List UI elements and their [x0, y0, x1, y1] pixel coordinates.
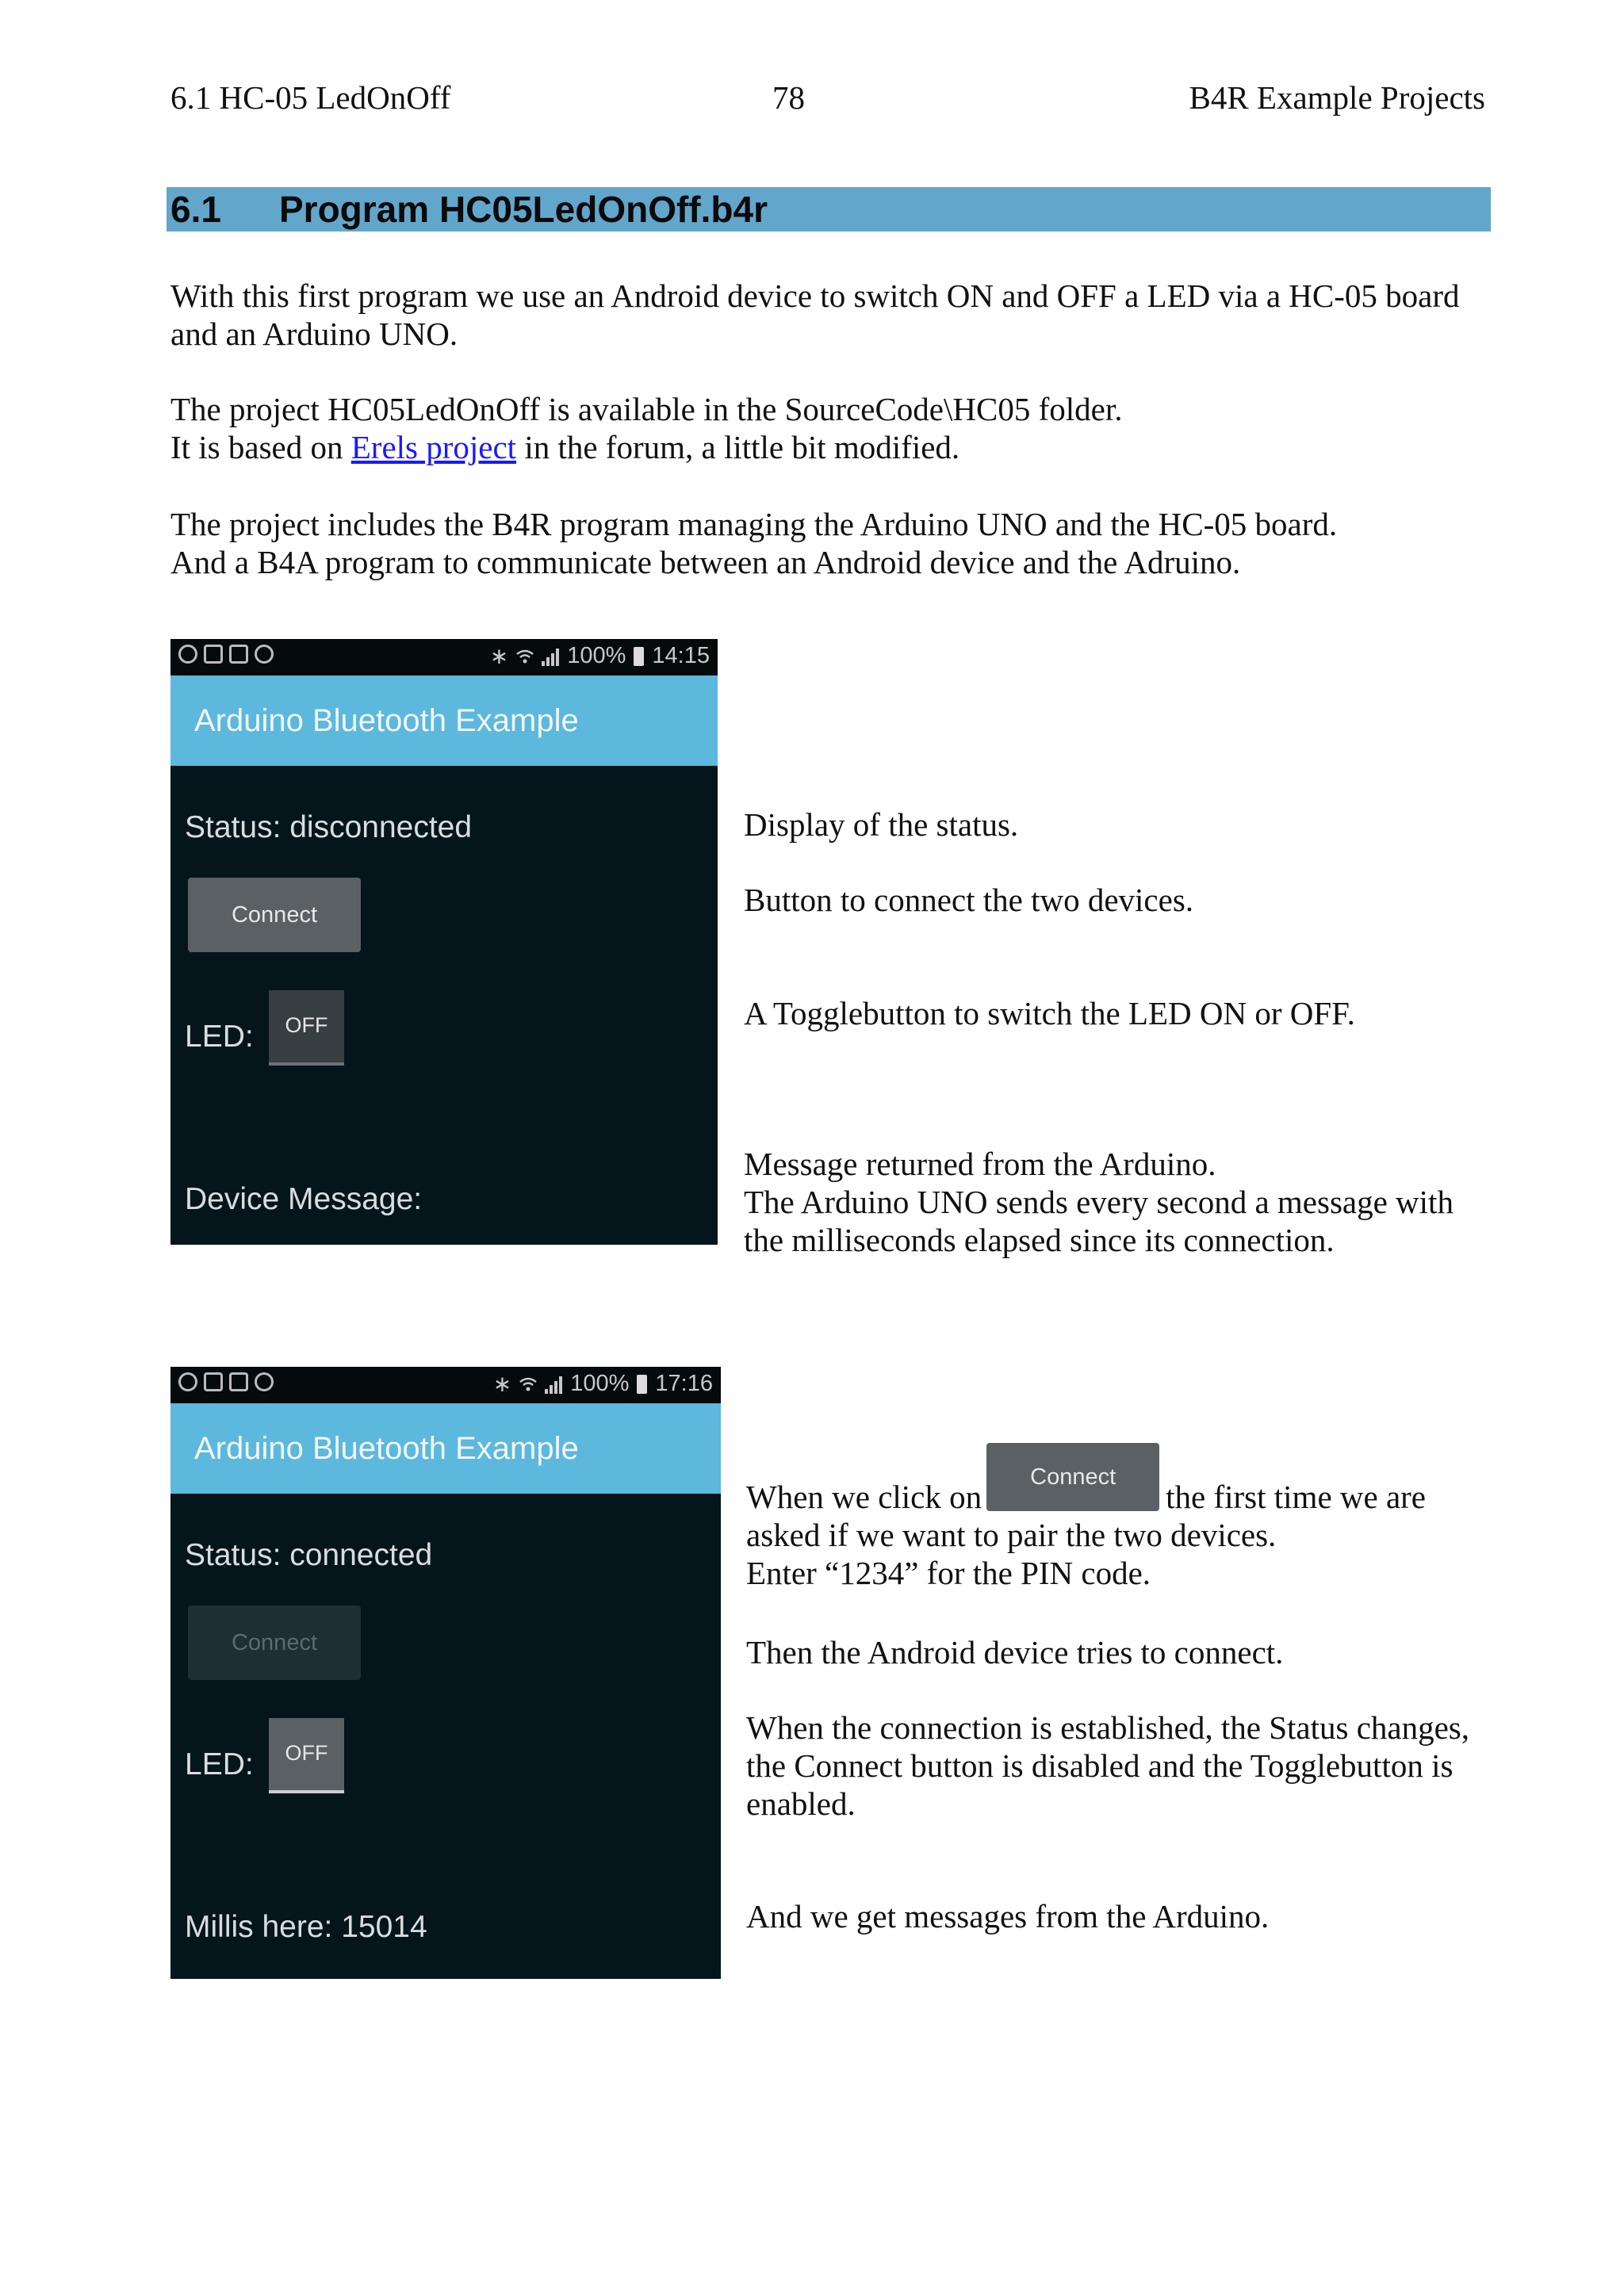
sync-icon: [255, 1372, 274, 1391]
desc-messages: And we get messages from the Arduino.: [746, 1898, 1270, 1934]
signal-icon: [542, 647, 559, 666]
intro-paragraph-1: [170, 277, 1487, 353]
app-bar: [170, 1403, 721, 1494]
intro-text-2a: The project HC05LedOnOff is available in the SourceCode\HC05 folder.: [170, 391, 1123, 427]
app-title: Arduino Bluetooth Example: [194, 703, 579, 738]
font-size-icon: [204, 645, 223, 664]
signal-icon: [545, 1375, 562, 1394]
font-size-icon: [204, 1372, 223, 1391]
desc-established: When the connection is established, the Status changes, the Connect button is disabled and the Togglebutton is enabled.: [746, 1709, 1470, 1822]
phone-screenshot-disconnected: [170, 639, 718, 1245]
intro-text-3b: And a B4A program to communicate between an Android device and the Adruino.: [170, 544, 1241, 580]
connect-button-disabled[interactable]: Connect: [188, 1605, 361, 1680]
erels-project-link[interactable]: Erels project: [350, 429, 517, 465]
toggle-indicator: [269, 1790, 344, 1793]
app-bar: [170, 675, 718, 766]
battery-level: 100%: [570, 1371, 630, 1396]
intro-text-2b-before: It is based on: [170, 429, 351, 465]
connect-button[interactable]: Connect: [188, 878, 361, 952]
led-toggle-button[interactable]: [269, 1718, 344, 1793]
battery-icon: [634, 647, 644, 666]
bluetooth-icon: ∗: [492, 1372, 512, 1396]
intro-text-2b: [170, 428, 1487, 466]
desc-connect-button: Button to connect the two devices.: [744, 882, 1194, 918]
android-status-bar: [170, 639, 718, 675]
section-title: Program HC05LedOnOff.b4r: [279, 189, 768, 230]
app-title: Arduino Bluetooth Example: [194, 1431, 579, 1466]
led-toggle-button[interactable]: [269, 990, 344, 1066]
intro-paragraph-3: [170, 505, 1487, 581]
phone-screenshot-connected: [170, 1367, 721, 1979]
toggle-label: OFF: [285, 1013, 328, 1037]
section-heading: [167, 187, 1491, 232]
battery-level: 100%: [567, 643, 626, 668]
toggle-indicator: [269, 1062, 344, 1066]
intro-text-1: With this first program we use an Android device to switch ON and OFF a LED via a HC-05 board and an Arduino UNO.: [170, 277, 1460, 352]
header-section-ref: 6.1 HC-05 LedOnOff: [170, 79, 451, 116]
section-number: 6.1: [170, 189, 221, 230]
status-label: Status: disconnected: [185, 810, 473, 844]
photo-icon: [229, 645, 248, 664]
page-number: 78: [772, 79, 805, 116]
desc-pin: Enter “1234” for the PIN code.: [746, 1555, 1151, 1591]
desc-click-after: the first time we are asked if we want to pair the two devices.: [746, 1479, 1427, 1553]
shield-icon: [178, 645, 197, 664]
android-status-bar: [170, 1367, 721, 1403]
bluetooth-icon: ∗: [489, 644, 509, 668]
led-label: LED:: [185, 1020, 254, 1054]
desc-pairing: [746, 1443, 1492, 1592]
desc-toggle: A Togglebutton to switch the LED ON or OFF.: [744, 995, 1355, 1031]
toggle-label: OFF: [285, 1741, 328, 1765]
clock: 14:15: [652, 643, 710, 668]
intro-text-3a: The project includes the B4R program managing the Arduino UNO and the HC-05 board.: [170, 506, 1338, 542]
device-message-label: Device Message:: [185, 1182, 423, 1216]
battery-icon: [637, 1375, 647, 1394]
shield-icon: [178, 1372, 197, 1391]
desc-tries: Then the Android device tries to connect.: [746, 1634, 1284, 1670]
intro-text-2b-after: in the forum, a little bit modified.: [516, 429, 960, 465]
millis-message-label: Millis here: 15014: [185, 1910, 427, 1944]
desc-message: Message returned from the Arduino. The Arduino UNO sends every second a message with the milliseconds elapsed since its connection.: [744, 1146, 1454, 1258]
photo-icon: [229, 1372, 248, 1391]
clock: 17:16: [655, 1371, 713, 1396]
led-label: LED:: [185, 1747, 254, 1781]
sync-icon: [255, 645, 274, 664]
intro-paragraph-2: [170, 390, 1487, 466]
status-label: Status: connected: [185, 1538, 433, 1572]
header-book-title: B4R Example Projects: [1189, 79, 1485, 116]
inline-connect-button-image: Connect: [986, 1443, 1159, 1511]
wifi-icon: [516, 648, 534, 665]
desc-status: Display of the status.: [744, 806, 1019, 843]
wifi-icon: [519, 1376, 537, 1393]
desc-click-before: When we click on: [746, 1479, 982, 1515]
